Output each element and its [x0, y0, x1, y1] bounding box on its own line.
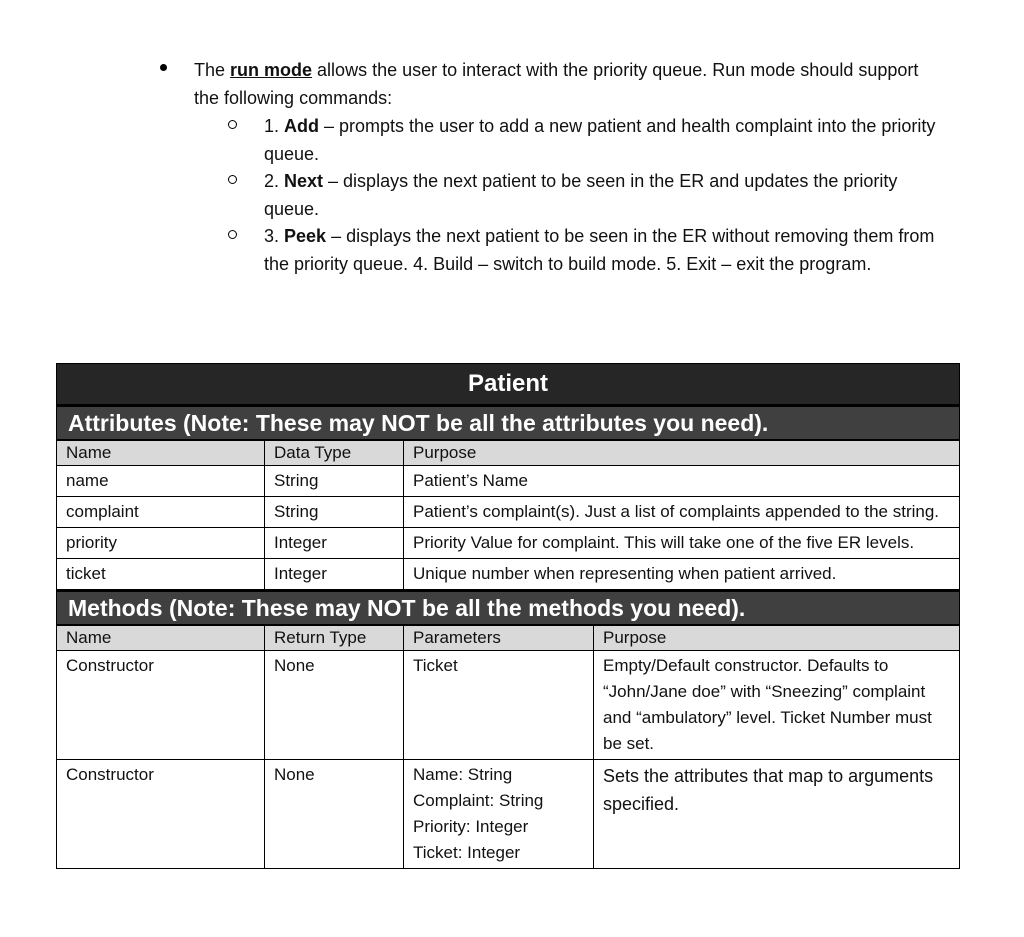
table-title-row	[57, 364, 960, 406]
hollow-bullet-icon	[228, 120, 237, 129]
hollow-bullet-icon	[228, 230, 237, 239]
table-row	[57, 497, 960, 528]
methods-header-row	[57, 591, 960, 626]
method-return-type: None	[265, 651, 404, 760]
patient-class-table	[56, 363, 960, 869]
method-parameters	[404, 651, 594, 760]
attribute-name: complaint	[57, 497, 265, 528]
attribute-purpose: Patient’s complaint(s). Just a list of complaints appended to the string.	[404, 497, 960, 528]
command-text	[264, 222, 948, 278]
command-name: Add	[284, 116, 320, 136]
attribute-type: Integer	[265, 528, 404, 559]
method-return-type: None	[265, 760, 404, 869]
attribute-name: priority	[57, 528, 265, 559]
command-number: 2.	[264, 171, 285, 191]
method-purpose: Sets the attributes that map to arguments specified.	[594, 760, 960, 869]
command-number: 1.	[264, 116, 285, 136]
table-row	[57, 466, 960, 497]
command-name: Peek	[284, 226, 327, 246]
table-row	[57, 528, 960, 559]
column-header: Purpose	[594, 625, 960, 651]
column-header: Data Type	[265, 440, 404, 466]
table-title: Patient	[57, 364, 960, 406]
run-mode-prefix: The	[194, 60, 231, 80]
column-header: Return Type	[265, 625, 404, 651]
run-mode-description: allows the user to interact with the priority queue. Run mode should support the following commands:	[194, 60, 919, 108]
bullet-dot-icon	[160, 64, 167, 71]
command-text	[264, 112, 948, 168]
attribute-purpose: Priority Value for complaint. This will take one of the five ER levels.	[404, 528, 960, 559]
command-text	[264, 167, 948, 223]
attributes-column-header-row	[57, 440, 960, 466]
attribute-type: Integer	[265, 559, 404, 591]
method-parameter: Priority: Integer	[413, 817, 529, 836]
column-header: Parameters	[404, 625, 594, 651]
command-description: – prompts the user to add a new patient and health complaint into the priority queue.	[264, 116, 936, 164]
column-header: Purpose	[404, 440, 960, 466]
attributes-header: Attributes (Note: These may NOT be all the attributes you need).	[57, 406, 960, 441]
attribute-type: String	[265, 466, 404, 497]
attribute-name: ticket	[57, 559, 265, 591]
attribute-purpose: Unique number when representing when patient arrived.	[404, 559, 960, 591]
attributes-header-row	[57, 406, 960, 441]
command-description: – displays the next patient to be seen in the ER and updates the priority queue.	[264, 171, 898, 219]
method-parameter: Ticket	[413, 656, 458, 675]
attribute-purpose: Patient’s Name	[404, 466, 960, 497]
table-row	[57, 651, 960, 760]
run-mode-term: run mode	[230, 60, 313, 80]
methods-column-header-row	[57, 625, 960, 651]
table-row	[57, 559, 960, 591]
command-description: – displays the next patient to be seen in the ER without removing them from the priority queue. 4. Build – switch to build mode. 5. Exit – exit the program.	[264, 226, 935, 274]
column-header: Name	[57, 440, 265, 466]
method-parameter: Ticket: Integer	[413, 843, 521, 862]
command-number: 3.	[264, 226, 285, 246]
method-parameter: Name: String	[413, 765, 513, 784]
method-parameters	[404, 760, 594, 869]
table-row	[57, 760, 960, 869]
method-purpose: Empty/Default constructor. Defaults to “John/Jane doe” with “Sneezing” complaint and “ambulatory” level. Ticket Number must be set.	[594, 651, 960, 760]
methods-header: Methods (Note: These may NOT be all the methods you need).	[57, 591, 960, 626]
method-name: Constructor	[57, 651, 265, 760]
attribute-name: name	[57, 466, 265, 497]
method-parameter: Complaint: String	[413, 791, 544, 810]
attribute-type: String	[265, 497, 404, 528]
method-name: Constructor	[57, 760, 265, 869]
column-header: Name	[57, 625, 265, 651]
run-mode-paragraph	[194, 56, 934, 112]
command-name: Next	[284, 171, 324, 191]
hollow-bullet-icon	[228, 175, 237, 184]
